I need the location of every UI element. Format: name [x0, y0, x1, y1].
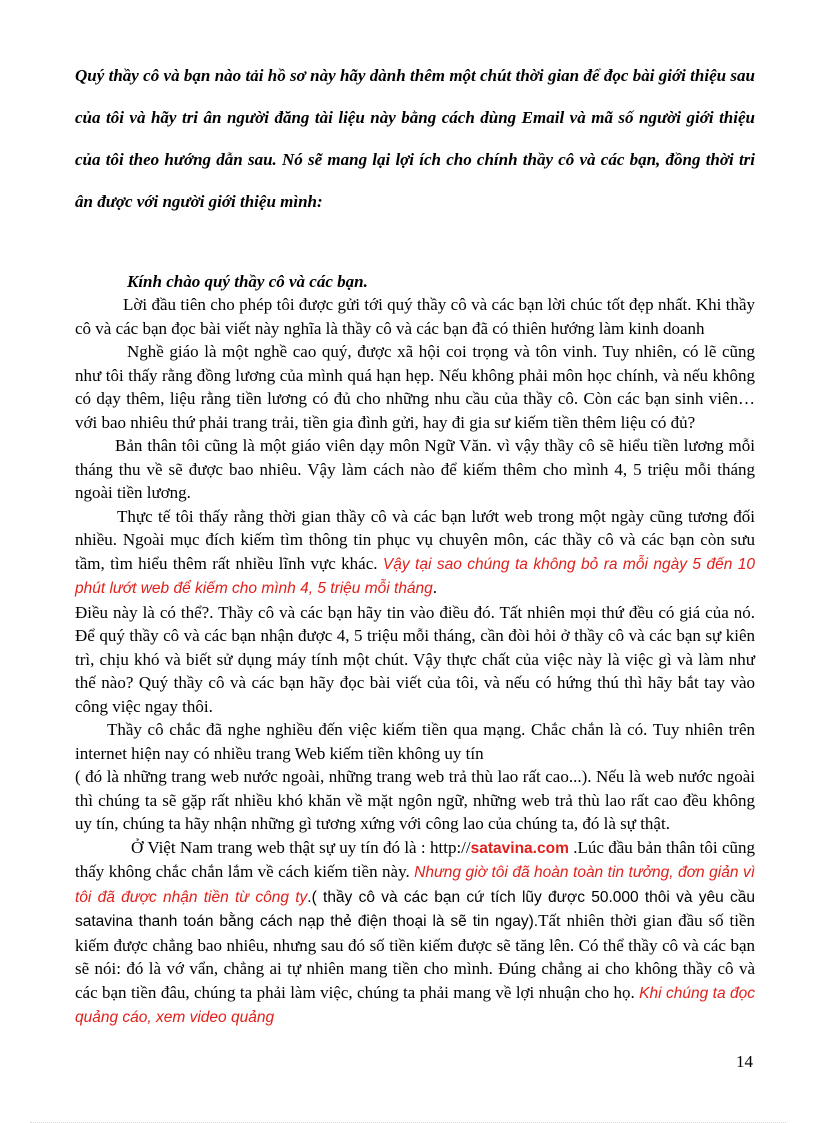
greeting-heading: Kính chào quý thầy cô và các bạn.	[127, 272, 368, 291]
intro-paragraph: Quý thầy cô và bạn nào tải hồ sơ này hãy dành thêm một chút thời gian để đọc bài giới thiệu sau của tôi và hãy tri ân người đăng tài liệu này bằng cách dùng Email và mã số người giới thiệu của tôi theo hướng dẫn sau. Nó sẽ mang lại lợi ích cho chính thầy cô và các bạn, đồng thời tri ân được với người giới thiệu mình:	[75, 66, 755, 211]
paragraph-4-text: Thực tế tôi thấy rằng thời gian thầy cô và các bạn lướt web trong một ngày cũng tương đối nhiều. Ngoài mục đích kiếm tìm thông tin phục vụ chuyên môn, các thầy cô và các bạn còn sưu tầm, tìm hiểu thêm rất nhiều lĩnh vực khác.	[75, 506, 755, 573]
letter-body	[75, 293, 755, 1030]
page-number: 14	[736, 1052, 753, 1071]
paragraph-8	[75, 836, 755, 1030]
paragraph-4	[75, 505, 755, 601]
paragraph-2: Nghề giáo là một nghề cao quý, được xã hội coi trọng và tôn vinh. Tuy nhiên, có lẽ cũng như tôi thấy rằng đồng lương của mình quá hạn hẹp. Nếu không phải môn học chính, và nếu không có dạy thêm, liệu rằng tiền lương có đủ cho những nhu cầu của thầy cô. Còn các bạn sinh viên…với bao nhiêu thứ phải trang trải, tiền gia đình gửi, hay đi gia sư kiếm tiền thêm liệu có đủ?	[75, 342, 755, 432]
paragraph-8-highlight: Nhưng giờ tôi đã hoàn toàn tin tưởng, đơn giản vì tôi đã được nhận tiền từ công ty	[75, 864, 756, 906]
paragraph-5: Điều này là có thể?. Thầy cô và các bạn hãy tin vào điều đó. Tất nhiên mọi thứ đều có giá của nó. Để quý thầy cô và các bạn nhận được 4, 5 triệu mỗi tháng, cần đòi hỏi ở thầy cô và các bạn sự kiên trì, chịu khó và biết sử dụng máy tính một chút. Vậy thực chất của việc này là việc gì và làm như thế nào? Quý thầy cô và các bạn hãy đọc bài viết của tôi, và nếu có hứng thú thì hãy bắt tay vào công việc ngay thôi.	[75, 602, 755, 716]
paragraph-6: Thầy cô chắc đã nghe nghiều đến việc kiếm tiền qua mạng. Chắc chắn là có. Tuy nhiên trên internet hiện nay có nhiều trang Web kiếm tiền không uy tín	[75, 720, 755, 763]
paragraph-8-text-c: .( thầy cô và các bạn cứ tích lũy được 50.000 thôi và yêu cầu satavina thanh toán bằng cách nạp thẻ điện thoại là sẽ tin ngay).	[75, 888, 755, 930]
paragraph-3: Bản thân tôi cũng là một giáo viên dạy môn Ngữ Văn. vì vậy thầy cô sẽ hiểu tiền lương mỗi tháng thu về sẽ được bao nhiêu. Vậy làm cách nào để kiếm thêm cho mình 4, 5 triệu mỗi tháng ngoài tiền lương.	[75, 436, 755, 502]
website-link[interactable]: satavina.com	[470, 839, 569, 857]
paragraph-8-text-b: .Lúc đầu bản thân tôi cũng thấy không chắc chắn lắm về cách kiếm tiền này.	[75, 837, 756, 881]
paragraph-7: ( đó là những trang web nước ngoài, những trang web trả thù lao rất cao...). Nếu là web nước ngoài thì chúng ta sẽ gặp rất nhiều khó khăn về mặt ngôn ngữ, những web trả thù lao rất cao đều không uy tín, chúng ta hãy nhận những gì tương xứng với công lao của chúng ta, đó là sự thật.	[75, 767, 755, 833]
paragraph-8-text-d: Tất nhiên thời gian đầu số tiền kiếm được chẳng bao nhiêu, nhưng sau đó số tiền kiếm được sẽ tăng lên. Có thể thầy cô và các bạn sẽ nói: đó là vớ vẩn, chẳng ai tự nhiên mang tiền cho mình. Đúng chẳng ai cho không thầy cô và các bạn tiền đâu, chúng ta phải làm việc, chúng ta phải mang về lợi nhuận cho họ.	[75, 911, 755, 1002]
paragraph-1: Lời đầu tiên cho phép tôi được gửi tới quý thầy cô và các bạn lời chúc tốt đẹp nhất. Khi thầy cô và các bạn đọc bài viết này nghĩa là thầy cô và các bạn đã có thiên hướng làm kinh doanh	[75, 295, 755, 338]
document-page	[75, 55, 755, 1030]
paragraph-8-highlight-2: Khi chúng ta đọc quảng cáo, xem video quảng	[75, 984, 756, 1026]
paragraph-4-end: .	[432, 578, 438, 597]
paragraph-4-highlight: Vậy tại sao chúng ta không bỏ ra mỗi ngày 5 đến 10 phút lướt web để kiếm cho mình 4, 5 triệu mỗi tháng	[75, 555, 756, 597]
paragraph-8-text: Ở Việt Nam trang web thật sự uy tín đó là : http://	[131, 837, 471, 857]
